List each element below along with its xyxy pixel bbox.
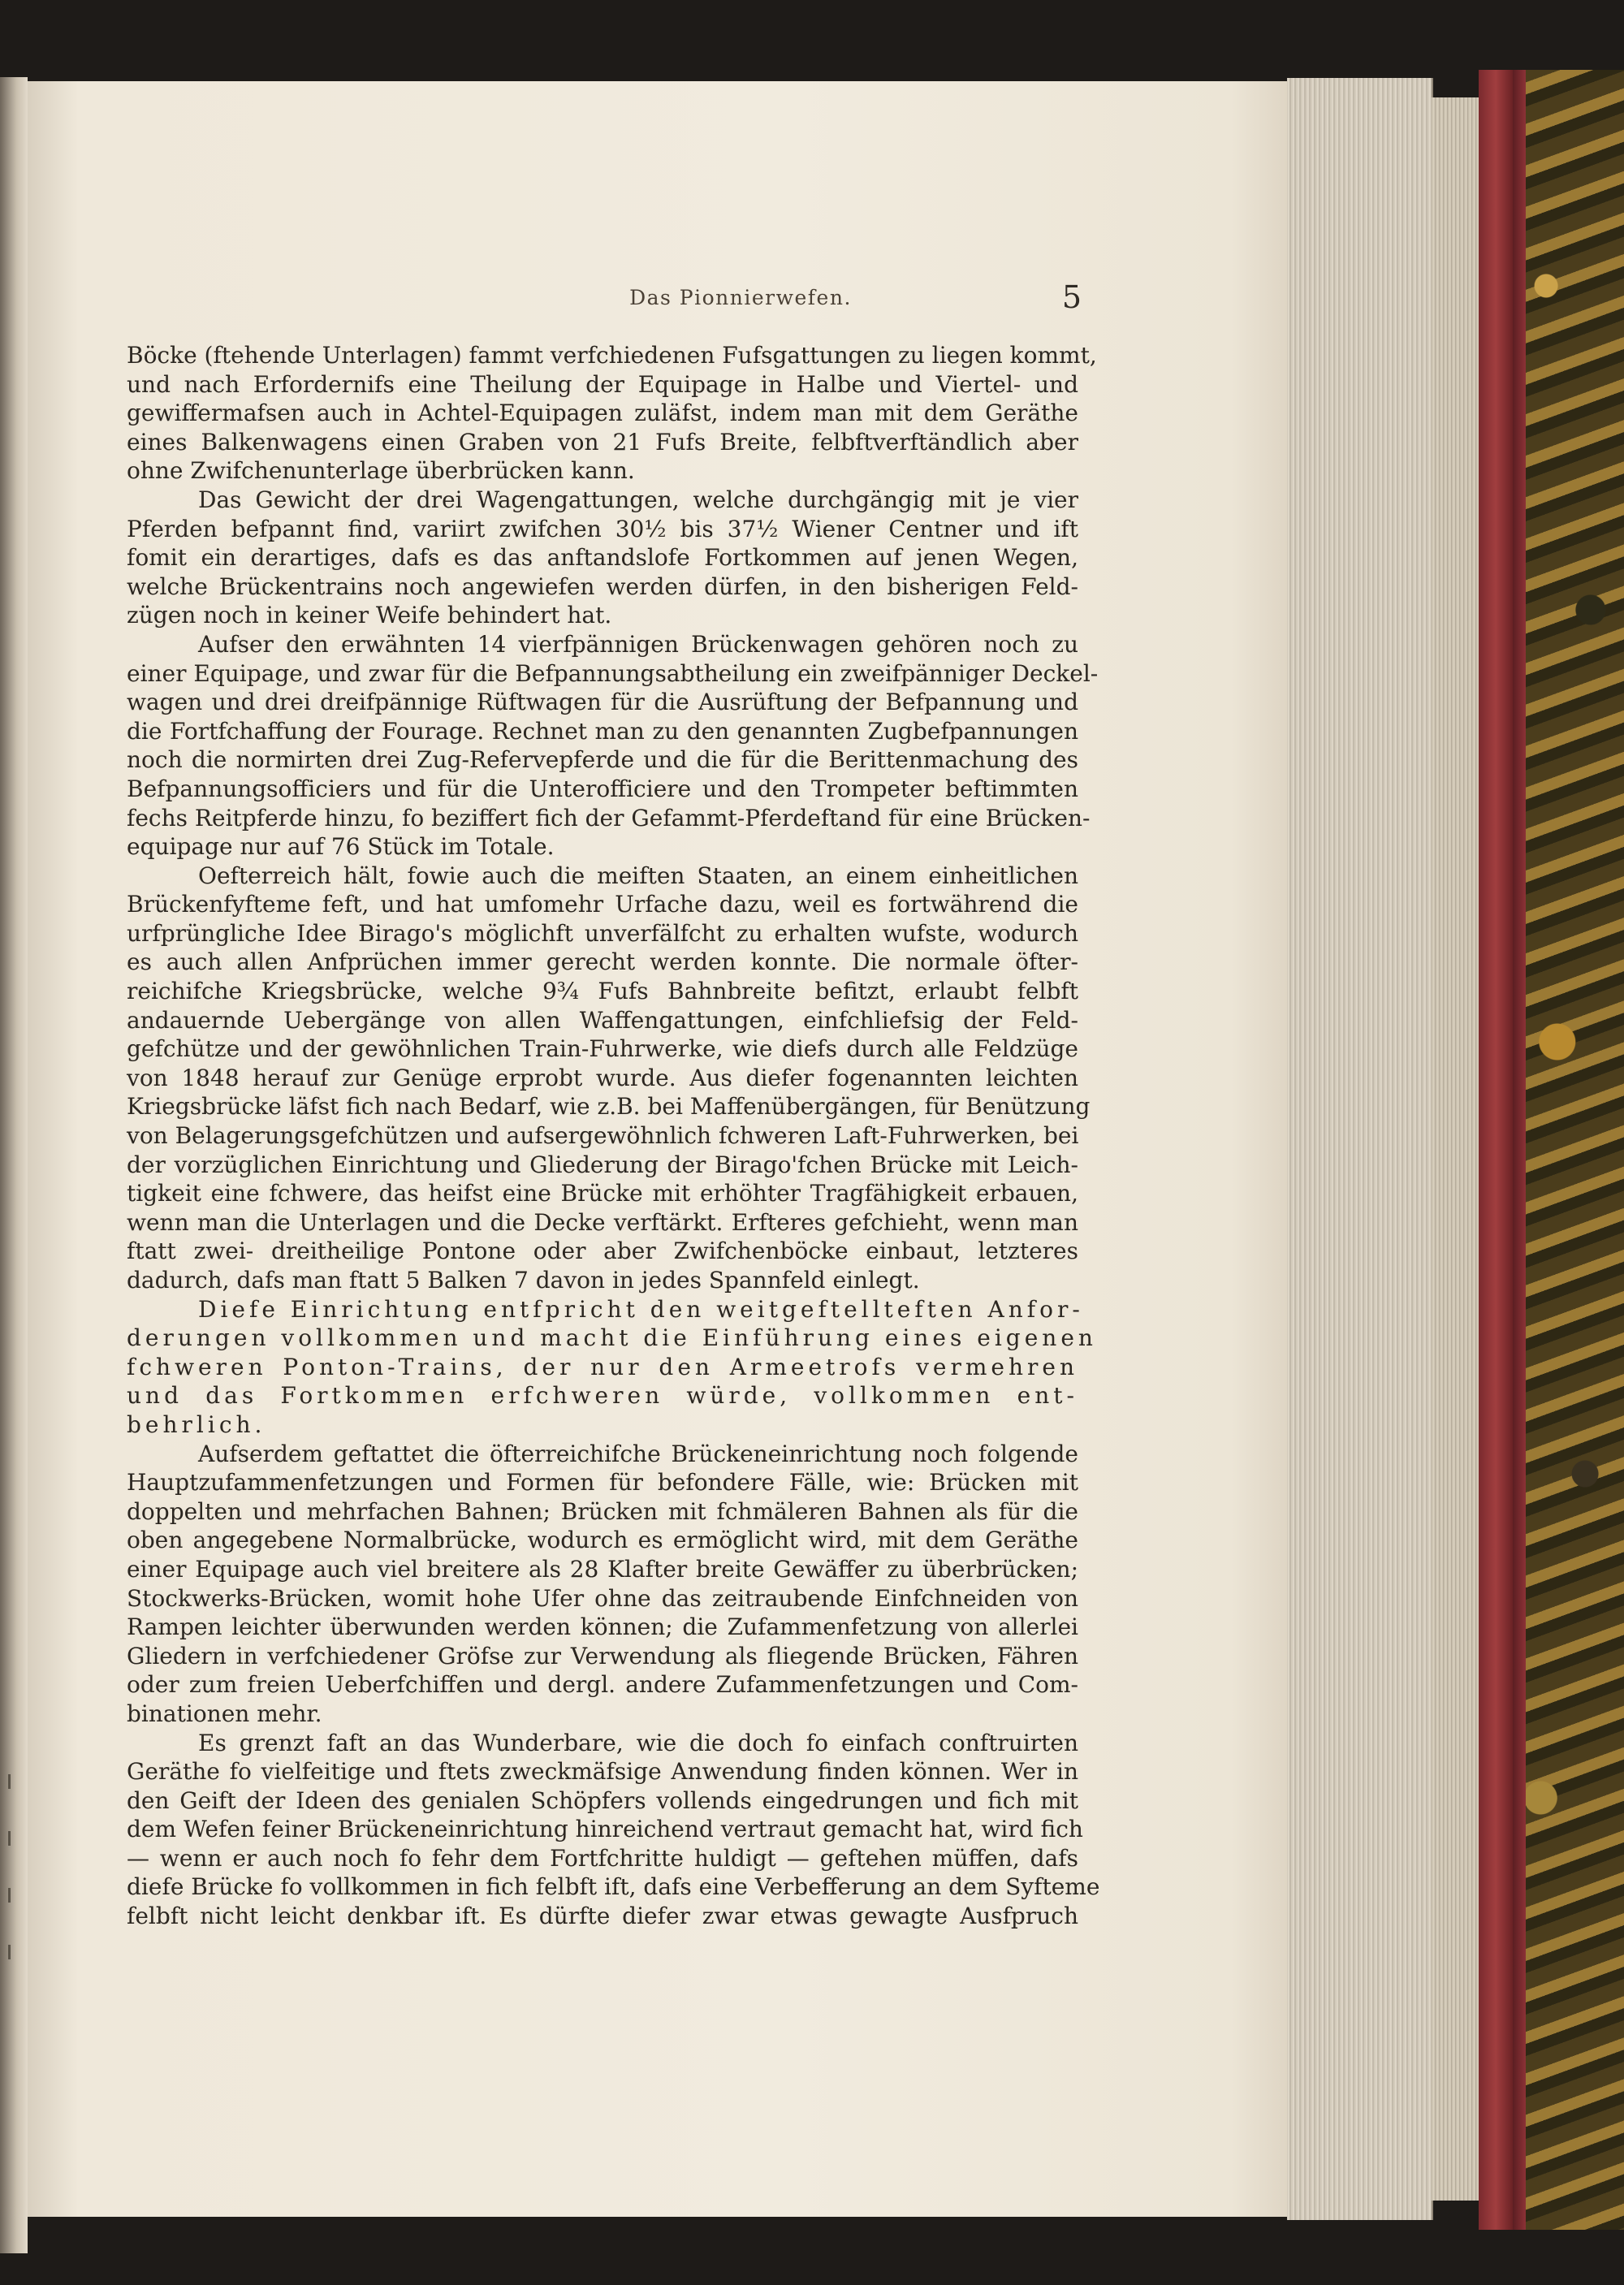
text-line: oben angegebene Normalbrücke, wodurch es ermöglicht wird, mit dem Geräthe <box>127 1527 1078 1554</box>
text-line: andauernde Uebergänge von allen Waffengattungen, einfchliefsig der Feld- <box>127 1006 1078 1034</box>
text-line: behrlich. <box>127 1410 266 1438</box>
text-line: binationen mehr. <box>127 1700 322 1727</box>
text-line: doppelten und mehrfachen Bahnen; Brücken mit fchmäleren Bahnen als für die <box>127 1497 1078 1525</box>
text-line: derungen vollkommen und macht die Einführung eines eigenen <box>127 1324 1097 1352</box>
text-line: noch die normirten drei Zug-Refervepferde und die für die Berittenmachung des <box>127 746 1078 774</box>
text-line: es auch allen Anfprüchen immer gerecht werden konnte. Die normale öfter- <box>127 948 1078 976</box>
page-header <box>497 279 1082 322</box>
text-line: von Belagerungsgefchützen und aufsergewöhnlich fchweren Laft-Fuhrwerken, bei <box>127 1122 1079 1150</box>
text-line: zügen noch in keiner Weife behindert hat. <box>127 602 612 629</box>
text-line: tigkeit eine fchwere, das heifst eine Brücke mit erhöhter Tragfähigkeit erbauen, <box>127 1180 1078 1207</box>
marbled-cover <box>1513 70 1624 2230</box>
left-page-print-marks <box>2 1774 16 1969</box>
text-line: dem Wefen feiner Brückeneinrichtung hinreichend vertraut gemacht hat, wird fich <box>127 1816 1083 1843</box>
text-line: Das Gewicht der drei Wagengattungen, welche durchgängig mit je vier <box>198 486 1078 513</box>
text-line: wenn man die Unterlagen und die Decke verftärkt. Erfteres gefchieht, wenn man <box>127 1208 1078 1236</box>
running-title: Das Pionnierwefen. <box>629 286 852 309</box>
text-line: Hauptzufammenfetzungen und Formen für befondere Fälle, wie: Brücken mit <box>127 1469 1078 1497</box>
text-line: oder zum freien Ueberfchiffen und dergl. andere Zufammenfetzungen und Com- <box>127 1671 1078 1699</box>
page-number: 5 <box>1061 279 1082 315</box>
text-line: Aufserdem geftattet die öfterreichifche Brückeneinrichtung noch folgende <box>198 1440 1078 1467</box>
text-line: Gliedern in verfchiedener Gröfse zur Verwendung als fliegende Brücken, Fähren <box>127 1642 1078 1669</box>
text-line: wagen und drei dreifpännige Rüftwagen für die Ausrüftung der Befpannung und <box>127 689 1078 716</box>
text-line: Böcke (ftehende Unterlagen) fammt verfchiedenen Fufsgattungen zu liegen kommt, <box>127 342 1097 369</box>
text-line: Oefterreich hält, fowie auch die meiften Staaten, an einem einheitlichen <box>198 862 1078 889</box>
text-line: — wenn er auch noch fo fehr dem Fortfchritte huldigt — geftehen müffen, dafs <box>127 1844 1078 1872</box>
page-stack-edge <box>1287 78 1433 2220</box>
cover-edge <box>1513 70 1526 2230</box>
text-line: Es grenzt faft an das Wunderbare, wie die doch fo einfach conftruirten <box>198 1729 1078 1756</box>
text-line: felbft nicht leicht denkbar ift. Es dürfte diefer zwar etwas gewagte Ausfpruch <box>127 1903 1078 1930</box>
text-line: eines Balkenwagens einen Graben von 21 Fufs Breite, felbftverftändlich aber <box>127 428 1078 456</box>
text-line: von 1848 herauf zur Genüge erprobt wurde. Aus diefer fogenannten leichten <box>127 1064 1078 1091</box>
text-line: den Geift der Ideen des genialen Schöpfers vollends eingedrungen und fich mit <box>127 1786 1078 1814</box>
text-line: fechs Reitpferde hinzu, fo beziffert fich der Gefammt-Pferdeftand für eine Brücken- <box>127 804 1091 831</box>
text-line: einer Equipage, und zwar für die Befpannungsabtheilung ein zweifpänniger Deckel- <box>127 659 1099 687</box>
text-line: equipage nur auf 76 Stück im Totale. <box>127 833 555 861</box>
text-line: Geräthe fo vielfeitige und ftets zweckmäfsige Anwendung finden können. Wer in <box>127 1758 1078 1786</box>
text-line: Pferden befpannt find, variirt zwifchen 30½ bis 37½ Wiener Centner und ift <box>127 515 1078 542</box>
text-line: fomit ein derartiges, dafs es das anftandslofe Fortkommen auf jenen Wegen, <box>127 544 1078 572</box>
page-stack-edge-back <box>1432 97 1479 2201</box>
text-line: fchweren Ponton-Trains, der nur den Armeetrofs vermehren <box>127 1353 1078 1380</box>
left-page-edge <box>0 77 28 2253</box>
text-line: die Fortfchaffung der Fourage. Rechnet man zu den genannten Zugbefpannungen <box>127 717 1078 745</box>
text-line: Rampen leichter überwunden werden können; die Zufammenfetzung von allerlei <box>127 1613 1078 1641</box>
text-line: diefe Brücke fo vollkommen in fich felbft ift, dafs eine Verbefferung an dem Syfteme <box>127 1873 1100 1901</box>
text-line: Kriegsbrücke läfst fich nach Bedarf, wie z.B. bei Maffenübergängen, für Benützung <box>127 1093 1091 1121</box>
text-line: dadurch, dafs man ftatt 5 Balken 7 davon in jedes Spannfeld einlegt. <box>127 1267 920 1294</box>
text-line: Diefe Einrichtung entfpricht den weitgeftellteften Anfor- <box>198 1295 1084 1323</box>
text-line: der vorzüglichen Einrichtung und Gliederung der Birago'fchen Brücke mit Leich- <box>127 1151 1078 1178</box>
text-line: Stockwerks-Brücken, womit hohe Ufer ohne das zeitraubende Einfchneiden von <box>127 1584 1078 1612</box>
body-text <box>127 341 1100 1931</box>
text-line: einer Equipage auch viel breitere als 28 Klafter breite Gewäffer zu überbrücken; <box>127 1555 1078 1583</box>
text-line: und nach Erfordernifs eine Theilung der Equipage in Halbe und Viertel- und <box>127 370 1078 398</box>
text-line: welche Brückentrains noch angewiefen werden dürfen, in den bisherigen Feld- <box>127 572 1078 600</box>
text-line: Aufser den erwähnten 14 vierfpännigen Brückenwagen gehören noch zu <box>198 630 1078 658</box>
text-line: urfprüngliche Idee Birago's möglichft unverfälfcht zu erhalten wufste, wodurch <box>127 919 1078 947</box>
binding-cloth <box>1479 70 1513 2230</box>
text-line: ftatt zwei- dreitheilige Pontone oder aber Zwifchenböcke einbaut, letzteres <box>127 1238 1078 1265</box>
text-line: Brückenfyfteme feft, und hat umfomehr Urfache dazu, weil es fortwährend die <box>127 891 1078 918</box>
text-line: gewiffermafsen auch in Achtel-Equipagen zuläfst, indem man mit dem Geräthe <box>127 400 1078 427</box>
text-line: gefchütze und der gewöhnlichen Train-Fuhrwerke, wie diefs durch alle Feldzüge <box>127 1035 1078 1063</box>
text-line: Befpannungsofficiers und für die Unterofficiere und den Trompeter beftimmten <box>127 775 1078 802</box>
text-line: und das Fortkommen erfchweren würde, vollkommen ent- <box>127 1382 1078 1410</box>
text-line: reichifche Kriegsbrücke, welche 9¾ Fufs Bahnbreite befitzt, erlaubt felbft <box>127 978 1078 1005</box>
text-line: ohne Zwifchenunterlage überbrücken kann. <box>127 457 635 485</box>
